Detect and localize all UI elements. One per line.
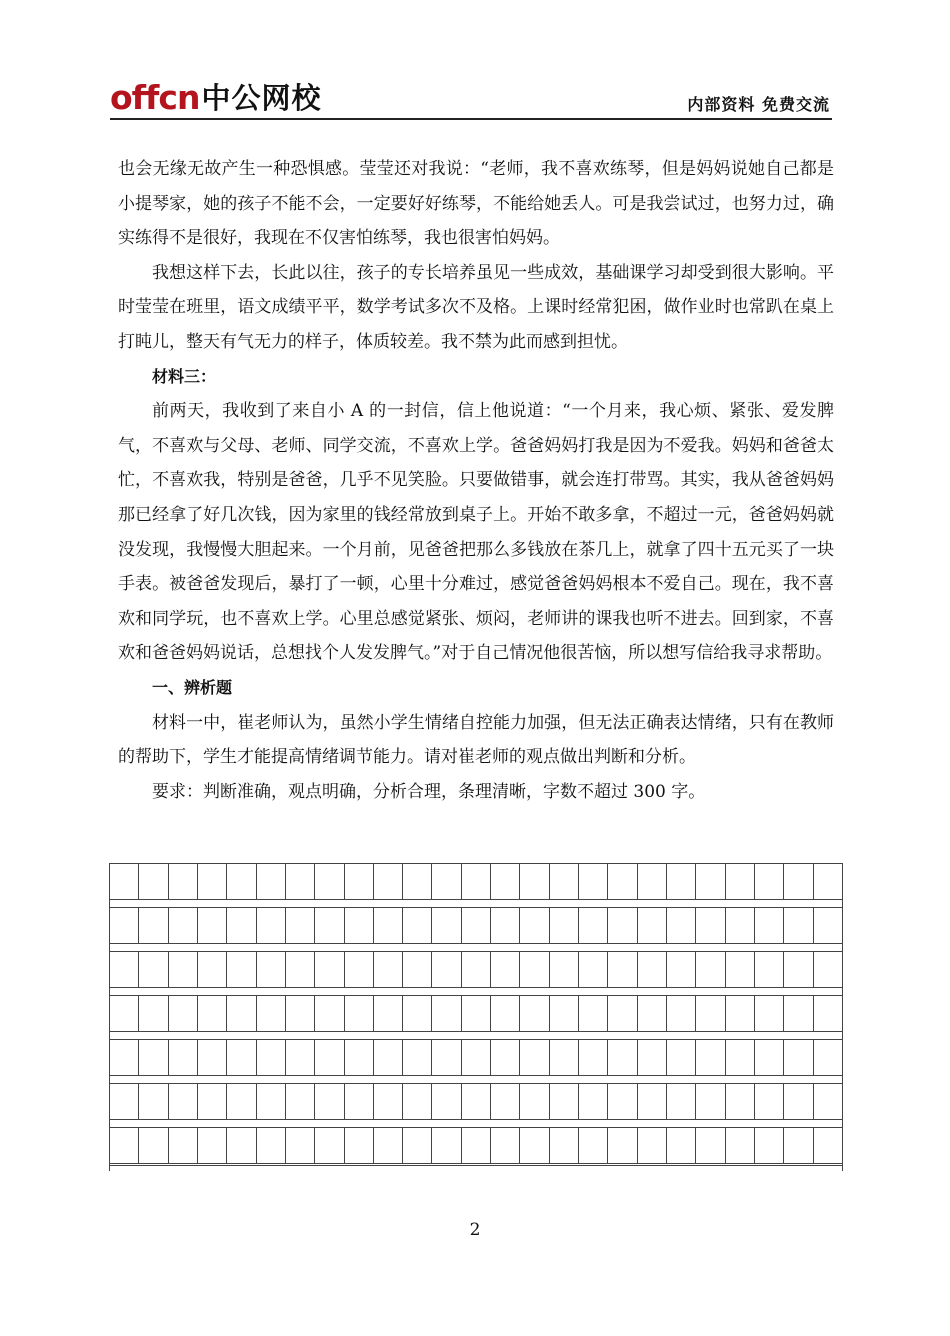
grid-cell[interactable] — [139, 908, 168, 943]
grid-cell[interactable] — [315, 996, 344, 1031]
page-header — [110, 74, 832, 118]
grid-cell[interactable] — [520, 864, 549, 899]
grid-cell[interactable] — [726, 908, 755, 943]
grid-cell[interactable] — [286, 1128, 315, 1163]
grid-cell[interactable] — [110, 952, 139, 987]
grid-cell[interactable] — [608, 1040, 637, 1075]
grid-cell[interactable] — [579, 1040, 608, 1075]
grid-cell[interactable] — [286, 952, 315, 987]
grid-cell[interactable] — [345, 908, 374, 943]
grid-cell[interactable] — [784, 864, 813, 899]
grid-cell[interactable] — [491, 1128, 520, 1163]
grid-cell[interactable] — [345, 996, 374, 1031]
grid-cell[interactable] — [462, 1040, 491, 1075]
grid-cell[interactable] — [784, 1084, 813, 1119]
grid-cell[interactable] — [315, 908, 344, 943]
grid-cell[interactable] — [462, 996, 491, 1031]
grid-cell[interactable] — [286, 1040, 315, 1075]
grid-cell[interactable] — [257, 952, 286, 987]
grid-cell[interactable] — [667, 1040, 696, 1075]
grid-cell[interactable] — [667, 864, 696, 899]
grid-cell[interactable] — [638, 996, 667, 1031]
grid-cell[interactable] — [608, 908, 637, 943]
grid-cell[interactable] — [520, 1084, 549, 1119]
grid-cell[interactable] — [814, 952, 842, 987]
grid-cell[interactable] — [667, 1084, 696, 1119]
grid-cell[interactable] — [315, 1040, 344, 1075]
grid-row — [109, 995, 843, 1032]
grid-cell[interactable] — [462, 1128, 491, 1163]
grid-cell[interactable] — [374, 908, 403, 943]
grid-cell[interactable] — [462, 908, 491, 943]
grid-row — [109, 951, 843, 988]
grid-cell[interactable] — [110, 1084, 139, 1119]
grid-cell[interactable] — [227, 1084, 256, 1119]
grid-cell[interactable] — [315, 864, 344, 899]
grid-cell[interactable] — [403, 908, 432, 943]
grid-cell[interactable] — [139, 952, 168, 987]
grid-cell[interactable] — [520, 908, 549, 943]
grid-cell[interactable] — [814, 908, 842, 943]
header-divider — [110, 118, 832, 120]
grid-row — [109, 863, 843, 900]
grid-cell[interactable] — [696, 1040, 725, 1075]
grid-cell[interactable] — [579, 1128, 608, 1163]
grid-cell[interactable] — [491, 952, 520, 987]
grid-cell[interactable] — [491, 1040, 520, 1075]
grid-cell[interactable] — [696, 864, 725, 899]
grid-cell[interactable] — [462, 952, 491, 987]
grid-cell[interactable] — [696, 952, 725, 987]
grid-cell[interactable] — [638, 1128, 667, 1163]
grid-cell[interactable] — [169, 864, 198, 899]
answer-grid[interactable] — [109, 863, 843, 1166]
grid-cell[interactable] — [550, 996, 579, 1031]
grid-cell[interactable] — [696, 1084, 725, 1119]
grid-cell[interactable] — [198, 952, 227, 987]
grid-cell[interactable] — [550, 908, 579, 943]
grid-cell[interactable] — [110, 996, 139, 1031]
grid-cell[interactable] — [462, 1084, 491, 1119]
paragraph-concern: 我想这样下去，长此以往，孩子的专长培养虽见一些成效，基础课学习却受到很大影响。平时莹莹在班里，语文成绩平平，数学考试多次不及格。上课时经常犯困，做作业时也常趴在桌上打盹儿，整天有气无力的样子，体质较差。我不禁为此而感到担忧。 — [118, 262, 834, 352]
grid-cell[interactable] — [227, 908, 256, 943]
grid-cell[interactable] — [726, 864, 755, 899]
grid-cell[interactable] — [608, 1128, 637, 1163]
grid-cell[interactable] — [814, 1128, 842, 1163]
grid-cell[interactable] — [726, 1128, 755, 1163]
grid-cell[interactable] — [169, 1084, 198, 1119]
grid-cell[interactable] — [550, 864, 579, 899]
grid-cell[interactable] — [638, 1040, 667, 1075]
grid-cell[interactable] — [139, 864, 168, 899]
grid-cell[interactable] — [755, 952, 784, 987]
grid-cell[interactable] — [579, 952, 608, 987]
grid-cell[interactable] — [198, 1128, 227, 1163]
grid-cell[interactable] — [579, 1084, 608, 1119]
grid-cell[interactable] — [286, 864, 315, 899]
grid-cell[interactable] — [755, 1040, 784, 1075]
grid-row — [109, 907, 843, 944]
grid-cell[interactable] — [432, 1040, 461, 1075]
grid-cell[interactable] — [286, 1084, 315, 1119]
grid-cell[interactable] — [227, 864, 256, 899]
grid-cell[interactable] — [432, 908, 461, 943]
grid-cell[interactable] — [227, 996, 256, 1031]
grid-cell[interactable] — [550, 952, 579, 987]
paragraph-requirements: 要求：判断准确，观点明确，分析合理，条理清晰，字数不超过 300 字。 — [152, 781, 706, 802]
grid-cell[interactable] — [520, 952, 549, 987]
grid-cell[interactable] — [403, 1128, 432, 1163]
grid-cell[interactable] — [784, 1040, 813, 1075]
grid-cell[interactable] — [491, 908, 520, 943]
grid-cell[interactable] — [403, 864, 432, 899]
grid-cell[interactable] — [139, 1040, 168, 1075]
grid-cell[interactable] — [257, 908, 286, 943]
grid-cell[interactable] — [257, 1084, 286, 1119]
grid-cell[interactable] — [198, 1040, 227, 1075]
grid-cell[interactable] — [227, 952, 256, 987]
paragraph-question: 材料一中，崔老师认为，虽然小学生情绪自控能力加强，但无法正确表达情绪，只有在教师的帮助下，学生才能提高情绪调节能力。请对崔老师的观点做出判断和分析。 — [118, 712, 834, 768]
grid-cell[interactable] — [315, 952, 344, 987]
grid-cell[interactable] — [491, 864, 520, 899]
page-number: 2 — [469, 1220, 481, 1240]
grid-cell[interactable] — [286, 996, 315, 1031]
logo-latin-text: offcn — [110, 78, 200, 117]
section-heading-analysis: 一、辨析题 — [152, 677, 233, 697]
grid-cell[interactable] — [784, 996, 813, 1031]
grid-cell[interactable] — [638, 952, 667, 987]
grid-cell[interactable] — [374, 1040, 403, 1075]
grid-cell[interactable] — [198, 996, 227, 1031]
grid-cell[interactable] — [374, 996, 403, 1031]
grid-cell[interactable] — [814, 996, 842, 1031]
grid-row — [109, 1083, 843, 1120]
grid-cell[interactable] — [403, 1084, 432, 1119]
grid-cell[interactable] — [198, 864, 227, 899]
grid-cell[interactable] — [814, 1084, 842, 1119]
grid-cell[interactable] — [227, 1040, 256, 1075]
grid-cell[interactable] — [608, 864, 637, 899]
section-heading-material-three: 材料三： — [152, 366, 217, 386]
grid-cell[interactable] — [755, 996, 784, 1031]
grid-cell[interactable] — [755, 864, 784, 899]
grid-cell[interactable] — [403, 1040, 432, 1075]
grid-cell[interactable] — [432, 996, 461, 1031]
grid-cell[interactable] — [374, 952, 403, 987]
grid-cell[interactable] — [169, 908, 198, 943]
document-body — [118, 152, 834, 809]
grid-cell[interactable] — [667, 952, 696, 987]
offcn-logo — [110, 76, 321, 116]
grid-cell[interactable] — [257, 864, 286, 899]
grid-cell[interactable] — [345, 1128, 374, 1163]
grid-cell[interactable] — [667, 996, 696, 1031]
grid-cell[interactable] — [432, 952, 461, 987]
grid-cell[interactable] — [638, 864, 667, 899]
grid-cell[interactable] — [491, 996, 520, 1031]
grid-cell[interactable] — [784, 1128, 813, 1163]
grid-cell[interactable] — [784, 908, 813, 943]
grid-cell[interactable] — [726, 952, 755, 987]
grid-row — [109, 1127, 843, 1164]
grid-cell[interactable] — [374, 1084, 403, 1119]
grid-cell[interactable] — [667, 1128, 696, 1163]
grid-cell[interactable] — [198, 1084, 227, 1119]
header-right-label: 内部资料 免费交流 — [687, 95, 830, 114]
grid-cell[interactable] — [139, 1084, 168, 1119]
grid-cell[interactable] — [110, 908, 139, 943]
grid-cell[interactable] — [755, 908, 784, 943]
grid-cell[interactable] — [403, 952, 432, 987]
grid-cell[interactable] — [110, 1128, 139, 1163]
grid-cell[interactable] — [227, 1128, 256, 1163]
grid-cell[interactable] — [520, 996, 549, 1031]
grid-cell[interactable] — [814, 1040, 842, 1075]
grid-cell[interactable] — [110, 864, 139, 899]
grid-cell[interactable] — [432, 864, 461, 899]
grid-cell[interactable] — [169, 1128, 198, 1163]
grid-cell[interactable] — [520, 1040, 549, 1075]
grid-cell[interactable] — [345, 952, 374, 987]
grid-cell[interactable] — [462, 864, 491, 899]
grid-cell[interactable] — [315, 1084, 344, 1119]
grid-cell[interactable] — [608, 1084, 637, 1119]
grid-cell[interactable] — [403, 996, 432, 1031]
grid-cell[interactable] — [550, 1128, 579, 1163]
grid-cell[interactable] — [491, 1084, 520, 1119]
grid-cell[interactable] — [579, 996, 608, 1031]
grid-cell[interactable] — [579, 908, 608, 943]
grid-cell[interactable] — [110, 1040, 139, 1075]
grid-cell[interactable] — [814, 864, 842, 899]
grid-cell[interactable] — [550, 1084, 579, 1119]
paragraph-letter: 前两天，我收到了来自小 A 的一封信，信上他说道：“一个月来，我心烦、紧张、爱发脾气，不喜欢与父母、老师、同学交流，不喜欢上学。爸爸妈妈打我是因为不爱我。妈妈和爸爸太忙，不喜欢我，特别是爸爸，几乎不见笑脸。只要做错事，就会连打带骂。其实，我从爸爸妈妈那已经拿了好几次钱，因为家里的钱经常放到桌子上。开始不敢多拿，不超过一元，爸爸妈妈就没发现，我慢慢大胆起来。一个月前，见爸爸把那么多钱放在茶几上，就拿了四十五元买了一块手表。被爸爸发现后，暴打了一顿，心里十分难过，感觉爸爸妈妈根本不爱自己。现在，我不喜欢和同学玩，也不喜欢上学。心里总感觉紧张、烦闷，老师讲的课我也听不进去。回到家，不喜欢和爸爸妈妈说话，总想找个人发发脾气。”对于自己情况他很苦恼，所以想写信给我寻求帮助。 — [118, 401, 834, 664]
grid-cell[interactable] — [257, 996, 286, 1031]
grid-cell[interactable] — [638, 1084, 667, 1119]
grid-cell[interactable] — [374, 864, 403, 899]
grid-cell[interactable] — [139, 996, 168, 1031]
grid-cell[interactable] — [257, 1040, 286, 1075]
grid-cell[interactable] — [550, 1040, 579, 1075]
grid-cell[interactable] — [345, 864, 374, 899]
grid-cell[interactable] — [696, 996, 725, 1031]
grid-cell[interactable] — [755, 1128, 784, 1163]
grid-cell[interactable] — [169, 1040, 198, 1075]
grid-cell[interactable] — [169, 952, 198, 987]
grid-cell[interactable] — [198, 908, 227, 943]
grid-cell[interactable] — [784, 952, 813, 987]
grid-cell[interactable] — [638, 908, 667, 943]
grid-cell[interactable] — [667, 908, 696, 943]
grid-cell[interactable] — [139, 1128, 168, 1163]
grid-cell[interactable] — [257, 1128, 286, 1163]
grid-cell[interactable] — [374, 1128, 403, 1163]
grid-cell[interactable] — [432, 1128, 461, 1163]
grid-row — [109, 1039, 843, 1076]
grid-cell[interactable] — [345, 1084, 374, 1119]
grid-cell[interactable] — [345, 1040, 374, 1075]
paragraph-continuation: 也会无缘无故产生一种恐惧感。莹莹还对我说：“老师，我不喜欢练琴，但是妈妈说她自己都是小提琴家，她的孩子不能不会，一定要好好练琴，不能给她丢人。可是我尝试过，也努力过，确实练得不是很好，我现在不仅害怕练琴，我也很害怕妈妈。 — [118, 159, 834, 249]
grid-cell[interactable] — [696, 908, 725, 943]
grid-cell[interactable] — [432, 1084, 461, 1119]
grid-cell[interactable] — [608, 996, 637, 1031]
logo-chinese-text: 中公网校 — [201, 81, 322, 115]
grid-cell[interactable] — [608, 952, 637, 987]
grid-cell[interactable] — [696, 1128, 725, 1163]
grid-cell[interactable] — [755, 1084, 784, 1119]
grid-cell[interactable] — [169, 996, 198, 1031]
grid-cell[interactable] — [520, 1128, 549, 1163]
grid-cell[interactable] — [579, 864, 608, 899]
grid-cell[interactable] — [726, 1084, 755, 1119]
grid-cell[interactable] — [726, 996, 755, 1031]
grid-cell[interactable] — [726, 1040, 755, 1075]
grid-cell[interactable] — [315, 1128, 344, 1163]
grid-cell[interactable] — [286, 908, 315, 943]
